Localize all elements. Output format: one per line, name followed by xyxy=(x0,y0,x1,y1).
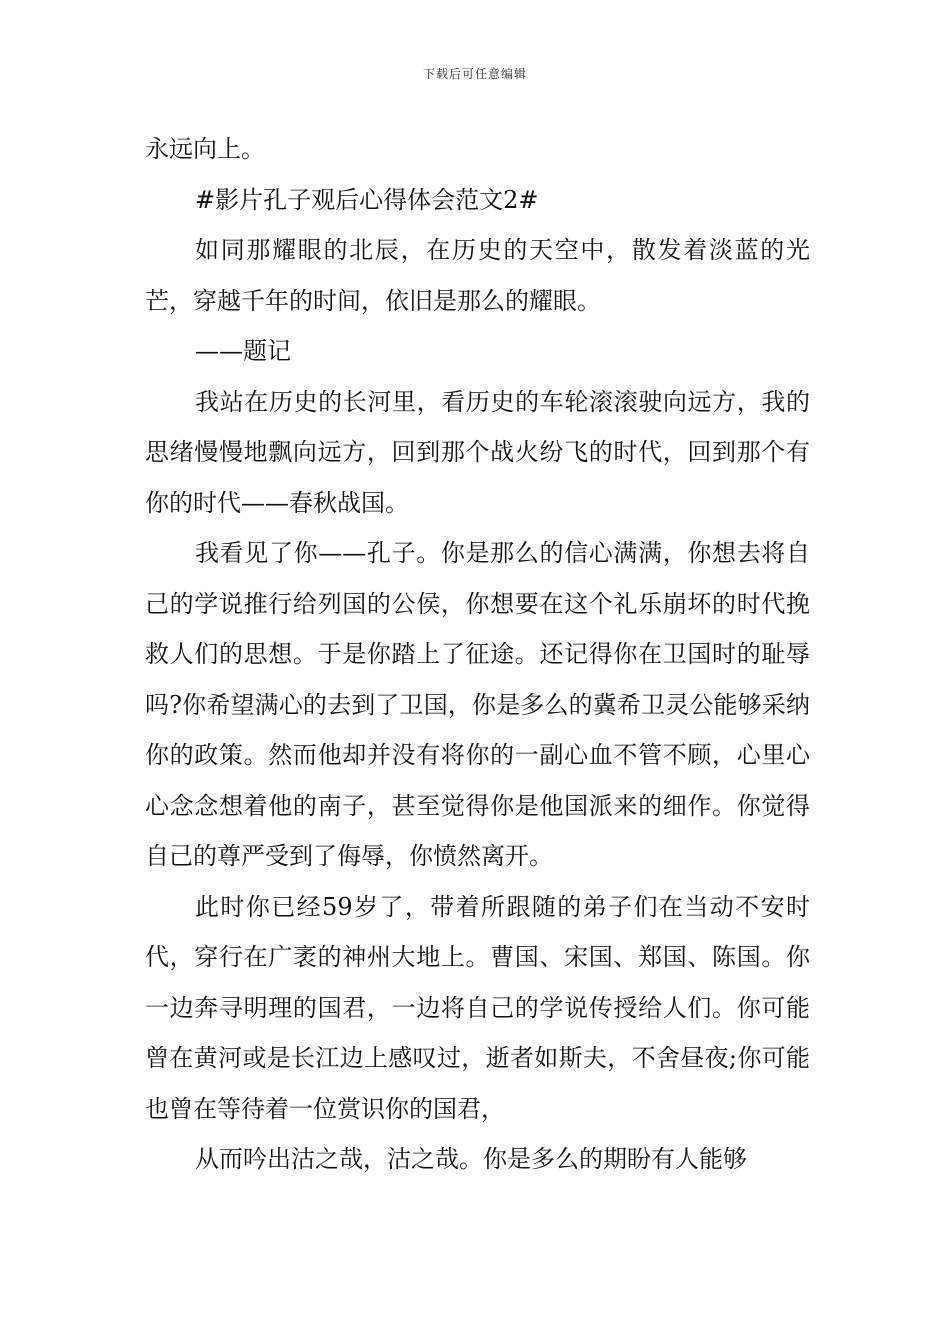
paragraph: 我看见了你——孔子。你是那么的信心满满，你想去将自己的学说推行给列国的公侯，你想要在这个礼乐崩坏的时代挽救人们的思想。于是你踏上了征途。还记得你在卫国时的耻辱吗?你希望满心的去到了卫国，你是多么的冀希卫灵公能够采纳你的政策。然而他却并没有将你的一副心血不管不顾，心里心心念念想着他的南子，甚至觉得你是他国派来的细作。你觉得自己的尊严受到了侮辱，你愤然离开。 xyxy=(145,539,810,870)
document-body xyxy=(145,124,810,1185)
paragraph: 如同那耀眼的北辰，在历史的天空中，散发着淡蓝的光芒，穿越千年的时间，依旧是那么的耀眼。 xyxy=(145,236,810,315)
paragraph: 从而吟出沽之哉，沽之哉。你是多么的期盼有人能够 xyxy=(195,1145,747,1173)
paragraph: 我站在历史的长河里，看历史的车轮滚滚驶向远方，我的思绪慢慢地飘向远方，回到那个战火纷飞的时代，回到那个有你的时代——春秋战国。 xyxy=(145,387,810,517)
epigraph-attribution: ——题记 xyxy=(195,337,291,365)
paragraph: 此时你已经59岁了，带着所跟随的弟子们在当动不安时代，穿行在广袤的神州大地上。曹国、宋国、郑国、陈国。你一边奔寻明理的国君，一边将自己的学说传授给人们。你可能曾在黄河或是长江边上感叹过，逝者如斯夫，不舍昼夜;你可能也曾在等待着一位赏识你的国君， xyxy=(145,892,810,1123)
page-header: 下载后可任意编辑 xyxy=(422,67,527,81)
paragraph: 永远向上。 xyxy=(145,135,265,163)
section-heading: #影片孔子观后心得体会范文2# xyxy=(195,185,539,214)
